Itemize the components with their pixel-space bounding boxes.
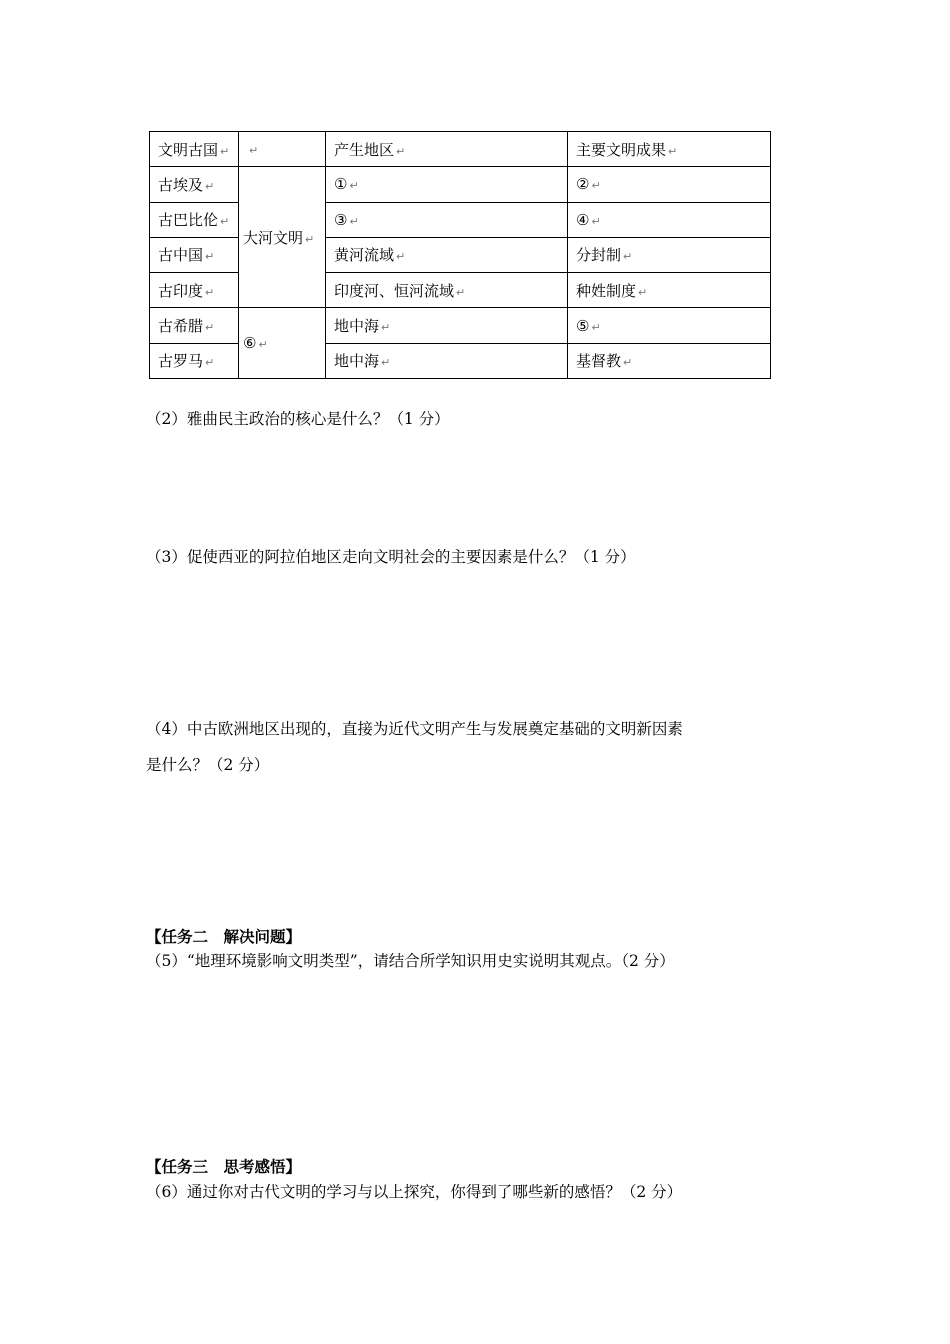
question-2: （2）雅曲民主政治的核心是什么？（1 分） [146,410,450,428]
header-cell-type: ↵ [239,132,326,167]
cell-achievement: ⑤ ↵ [568,308,771,343]
cell-region: 地中海 ↵ [326,308,568,343]
civilization-table [149,131,771,379]
cell-group-river: 大河文明 ↵ [239,167,326,308]
cell-country: 古中国 ↵ [150,237,239,272]
cell-region: ① ↵ [326,167,568,202]
header-cell-achievement: 主要文明成果 ↵ [568,132,771,167]
cell-country: 古印度 ↵ [150,273,239,308]
cell-country: 古埃及 ↵ [150,167,239,202]
cell-achievement: 种姓制度 ↵ [568,273,771,308]
cell-region: 黄河流域 ↵ [326,237,568,272]
table-row [150,308,771,343]
question-6: （6）通过你对古代文明的学习与以上探究，你得到了哪些新的感悟？（2 分） [146,1183,683,1201]
cell-region: ③ ↵ [326,202,568,237]
question-4-line-1: （4）中古欧洲地区出现的，直接为近代文明产生与发展奠定基础的文明新因素 [146,720,683,738]
cell-achievement: ② ↵ [568,167,771,202]
cell-group-sea: ⑥ ↵ [239,308,326,379]
header-cell-region: 产生地区 ↵ [326,132,568,167]
cell-achievement: 分封制 ↵ [568,237,771,272]
cell-region: 地中海 ↵ [326,343,568,378]
task-2-heading: 【任务二 解决问题】 [146,928,302,946]
header-cell-country: 文明古国 ↵ [150,132,239,167]
cell-achievement: ④ ↵ [568,202,771,237]
question-5: （5）“地理环境影响文明类型”，请结合所学知识用史实说明其观点。（2 分） [146,952,675,970]
cell-region: 印度河、恒河流域 ↵ [326,273,568,308]
table-header-row [150,132,771,167]
question-3: （3）促使西亚的阿拉伯地区走向文明社会的主要因素是什么？（1 分） [146,548,636,566]
task-3-heading: 【任务三 思考感悟】 [146,1158,302,1176]
table-row [150,167,771,202]
cell-country: 古希腊 ↵ [150,308,239,343]
cell-achievement: 基督教 ↵ [568,343,771,378]
cell-country: 古巴比伦 ↵ [150,202,239,237]
question-4-line-2: 是什么？（2 分） [146,756,270,774]
cell-country: 古罗马 ↵ [150,343,239,378]
